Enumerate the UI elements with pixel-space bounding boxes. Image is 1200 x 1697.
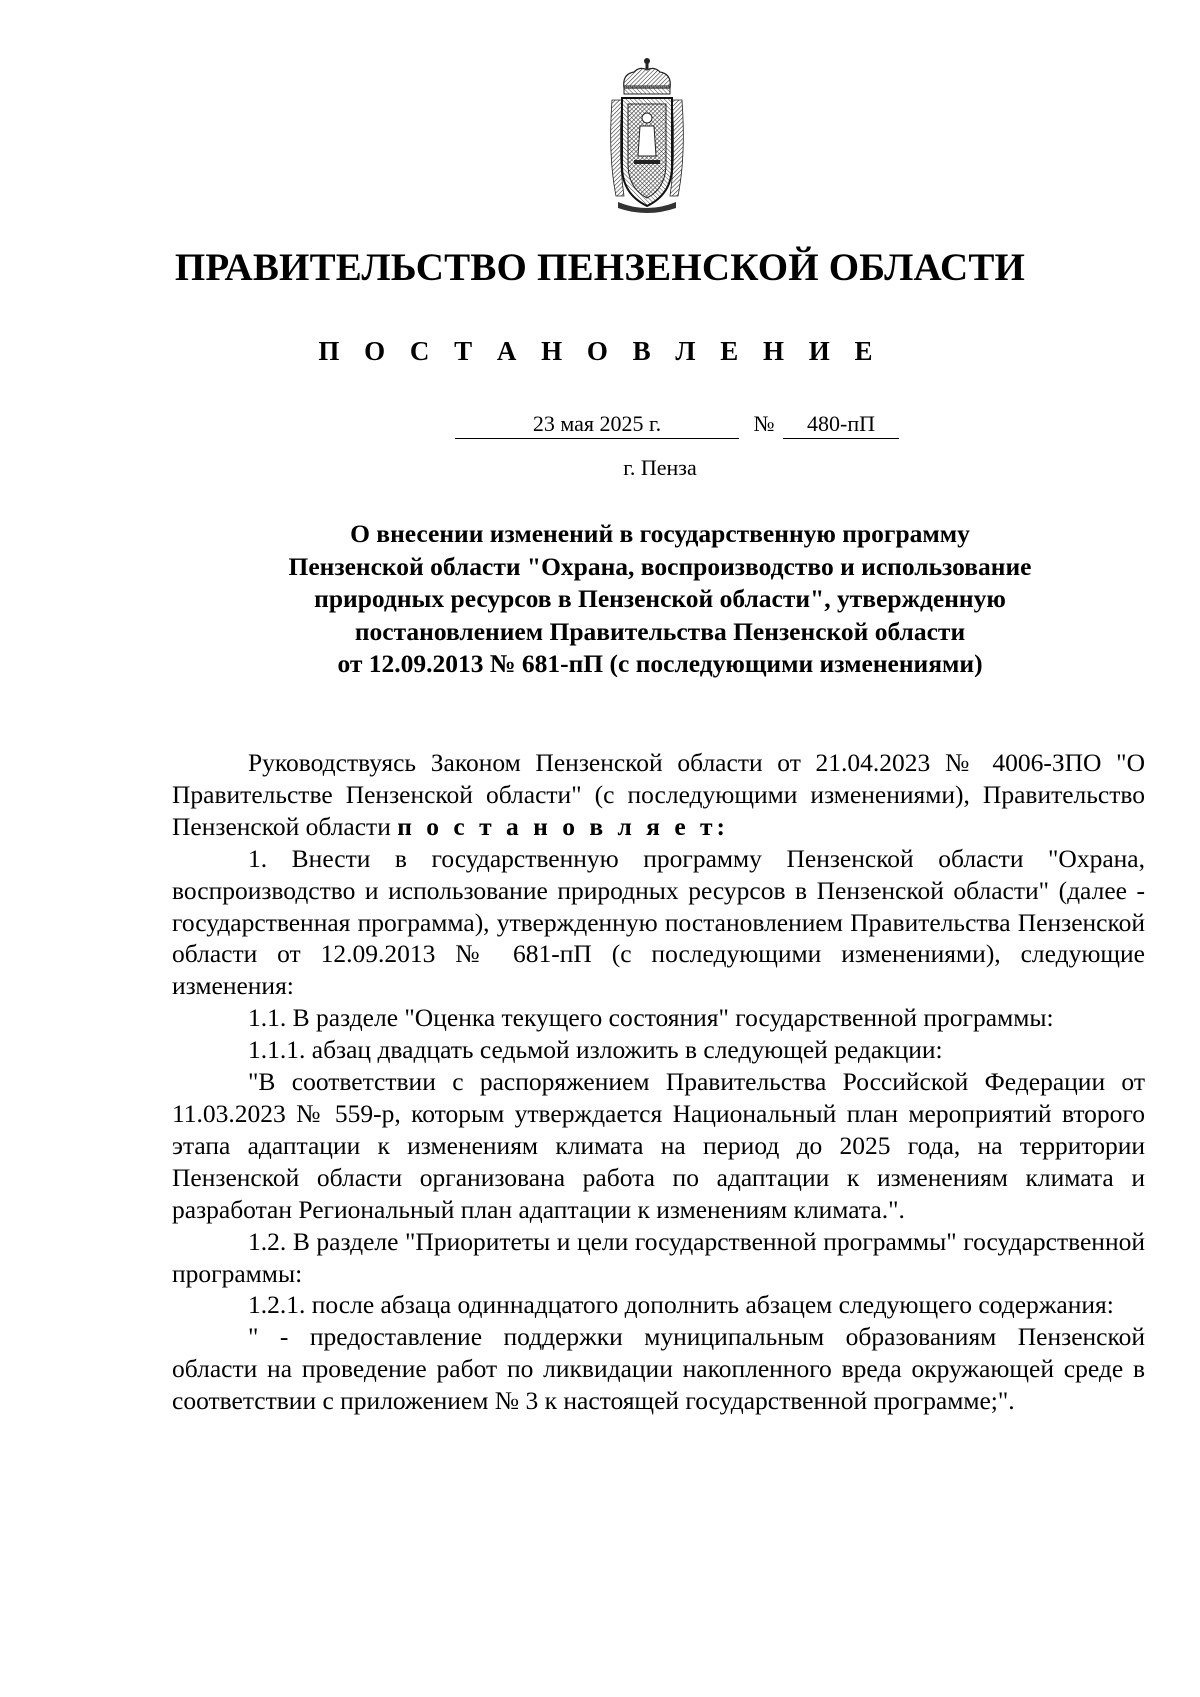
- document-subject: [240, 518, 1080, 681]
- subject-line: постановлением Правительства Пензенской области: [354, 616, 966, 646]
- government-title: ПРАВИТЕЛЬСТВО ПЕНЗЕНСКОЙ ОБЛАСТИ: [174, 246, 1026, 289]
- city-label: г. Пенза: [623, 455, 697, 480]
- coat-of-arms-emblem: [608, 56, 686, 214]
- body-paragraph: 1.2. В разделе "Приоритеты и цели государственной программы" государственной программы:: [172, 1226, 1145, 1288]
- body-paragraph: 1.2.1. после абзаца одиннадцатого дополнить абзацем следующего содержания:: [248, 1290, 1114, 1320]
- document-date: 23 мая 2025 г.: [455, 410, 739, 439]
- subject-line: О внесении изменений в государственную программу: [350, 519, 970, 548]
- body-paragraph: 1.1. В разделе "Оценка текущего состояния" государственной программы:: [248, 1003, 1054, 1033]
- body-paragraph: "В соответствии с распоряжением Правительства Российской Федерации от 11.03.2023 № 559-р, которым утверждается Национальный план мероприятий второго этапа адаптации к изменениям климата на период до 2025 года, на территории Пензенской области организована работа по адаптации к изменениям климата и разработан Региональный план адаптации к изменениям климата.".: [172, 1067, 1145, 1224]
- body-paragraph: 1.1.1. абзац двадцать седьмой изложить в следующей редакции:: [248, 1035, 943, 1065]
- preamble-text: Руководствуясь Законом Пензенской области от 21.04.2023 № 4006-ЗПО "О Правительстве Пензенской области" (с последующими изменениями), Правительство Пензенской области: [172, 748, 1145, 841]
- body-paragraph: " - предоставление поддержки муниципальным образованиям Пензенской области на проведение работ по ликвидации накопленного вреда окружающей среде в соответствии с приложением № 3 к настоящей государственной программе;".: [172, 1322, 1145, 1416]
- subject-line: Пензенской области "Охрана, воспроизводство и использование: [288, 551, 1032, 581]
- subject-line: природных ресурсов в Пензенской области", утвержденную: [314, 584, 1006, 614]
- body-paragraph: 1. Внести в государственную программу Пензенской области "Охрана, воспроизводство и использование природных ресурсов в Пензенской области" (далее - государственная программа), утвержденную постановлением Правительства Пензенской области от 12.09.2013 № 681-пП (с последующими изменениями), следующие изменения:: [172, 843, 1145, 1001]
- document-kind: П О С Т А Н О В Л Е Н И Е: [318, 336, 882, 366]
- number-sign: №: [753, 411, 775, 436]
- subject-line: от 12.09.2013 № 681-пП (с последующими изменениями): [337, 649, 983, 679]
- decree-word: п о с т а н о в л я е т:: [397, 811, 730, 841]
- preamble-paragraph: [172, 747, 1145, 843]
- document-number: 480-пП: [783, 410, 899, 439]
- document-body: [172, 747, 1145, 1417]
